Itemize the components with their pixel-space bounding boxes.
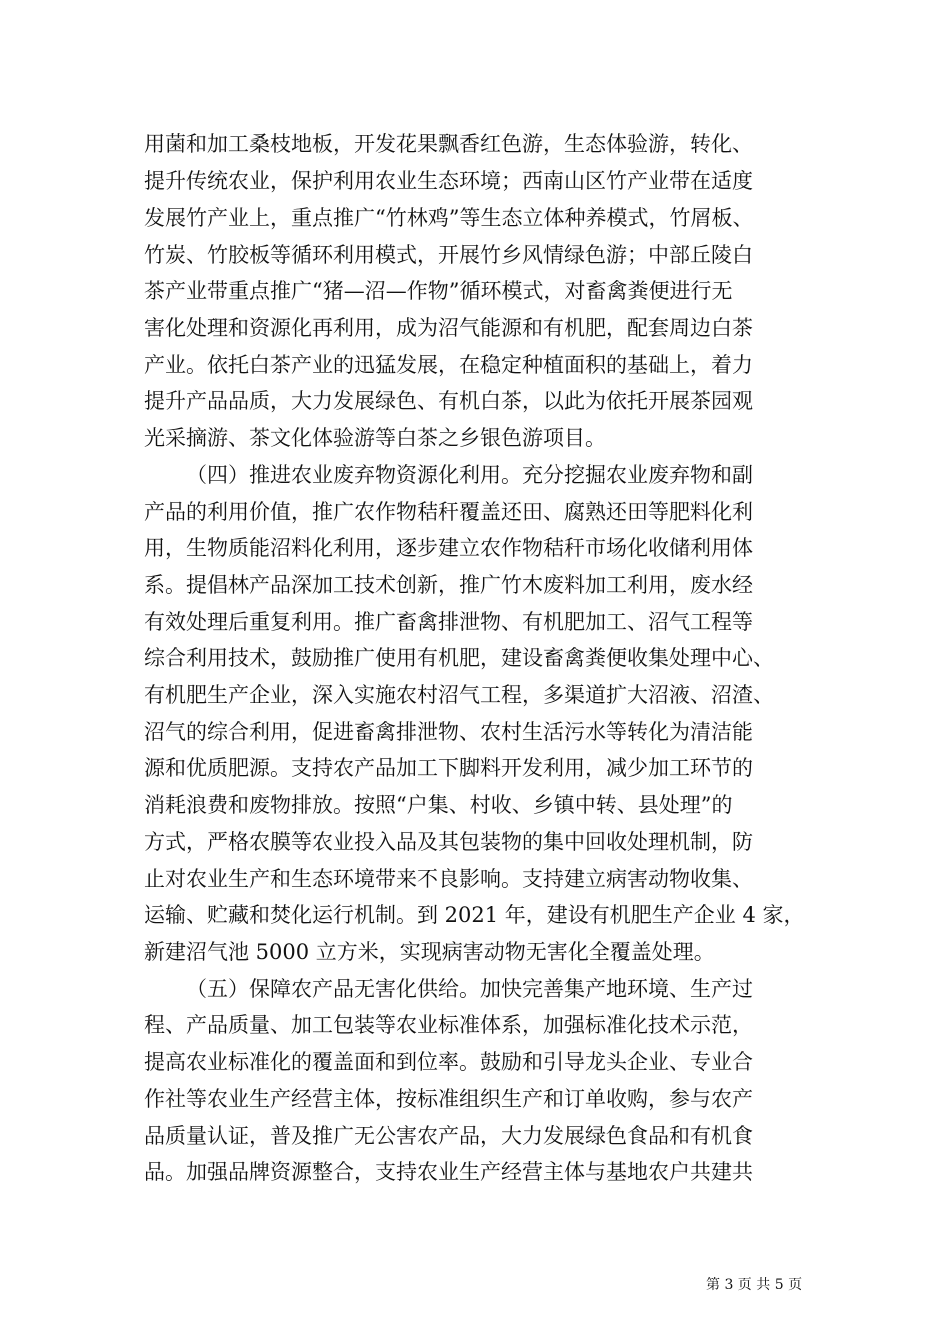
text-line: 茶产业带重点推广“猪—沼—作物”循环模式，对畜禽粪便进行无 [144, 279, 733, 303]
text-line: 用菌和加工桑枝地板，开发花果飘香红色游，生态体验游，转化、 [144, 132, 753, 156]
text-line: 新建沼气池 5000 立方米，实现病害动物无害化全覆盖处理。 [144, 940, 715, 964]
text-line: 运输、贮藏和焚化运行机制。到 2021 年，建设有机肥生产企业 4 家， [144, 903, 805, 927]
text-line: 系。提倡林产品深加工技术创新，推广竹木废料加工利用，废水经 [144, 573, 753, 597]
text-line: 提升产品品质，大力发展绿色、有机白茶，以此为依托开展茶园观 [144, 389, 753, 413]
text-line: 方式，严格农膜等农业投入品及其包装物的集中回收处理机制，防 [144, 830, 753, 854]
text-line: 光采摘游、茶文化体验游等白茶之乡银色游项目。 [144, 426, 606, 450]
text-line: 有效处理后重复利用。推广畜禽排泄物、有机肥加工、沼气工程等 [144, 610, 753, 634]
text-line: 发展竹产业上，重点推广“竹林鸡”等生态立体种养模式，竹屑板、 [144, 206, 754, 230]
text-line: 竹炭、竹胶板等循环利用模式，开展竹乡风情绿色游；中部丘陵白 [144, 243, 753, 267]
text-line: 产品的利用价值，推广农作物秸秆覆盖还田、腐熟还田等肥料化利 [144, 500, 753, 524]
text-line: 作社等农业生产经营主体，按标准组织生产和订单收购，参与农产 [144, 1087, 753, 1111]
text-line: 消耗浪费和废物排放。按照“户集、村收、乡镇中转、县处理”的 [144, 793, 733, 817]
text-line: 有机肥生产企业，深入实施农村沼气工程，多渠道扩大沼液、沼渣、 [144, 683, 774, 707]
section-heading-4: （四）推进农业废弃物资源化利用。充分挖掘农业废弃物和副 [186, 463, 753, 487]
text-line: 品。加强品牌资源整合，支持农业生产经营主体与基地农户共建共 [144, 1160, 753, 1184]
text-line: 产业。依托白茶产业的迅猛发展，在稳定种植面积的基础上，着力 [144, 353, 753, 377]
text-line: 品质量认证，普及推广无公害农产品，大力发展绿色食品和有机食 [144, 1124, 753, 1148]
section-heading-5: （五）保障农产品无害化供给。加快完善集产地环境、生产过 [186, 977, 753, 1001]
text-line: 害化处理和资源化再利用，成为沼气能源和有机肥，配套周边白茶 [144, 316, 753, 340]
text-line: 用，生物质能沼料化利用，逐步建立农作物秸秆市场化收储利用体 [144, 536, 753, 560]
text-line: 止对农业生产和生态环境带来不良影响。支持建立病害动物收集、 [144, 867, 753, 891]
text-line: 程、产品质量、加工包装等农业标准体系，加强标准化技术示范， [144, 1013, 753, 1037]
text-line: 提升传统农业，保护利用农业生态环境；西南山区竹产业带在适度 [144, 169, 753, 193]
text-line: 提高农业标准化的覆盖面和到位率。鼓励和引导龙头企业、专业合 [144, 1050, 753, 1074]
text-line: 综合利用技术，鼓励推广使用有机肥，建设畜禽粪便收集处理中心、 [144, 646, 774, 670]
page-number-footer: 第 3 页 共 5 页 [706, 1277, 803, 1293]
text-line: 沼气的综合利用，促进畜禽排泄物、农村生活污水等转化为清洁能 [144, 720, 753, 744]
text-line: 源和优质肥源。支持农产品加工下脚料开发利用，减少加工环节的 [144, 756, 753, 780]
